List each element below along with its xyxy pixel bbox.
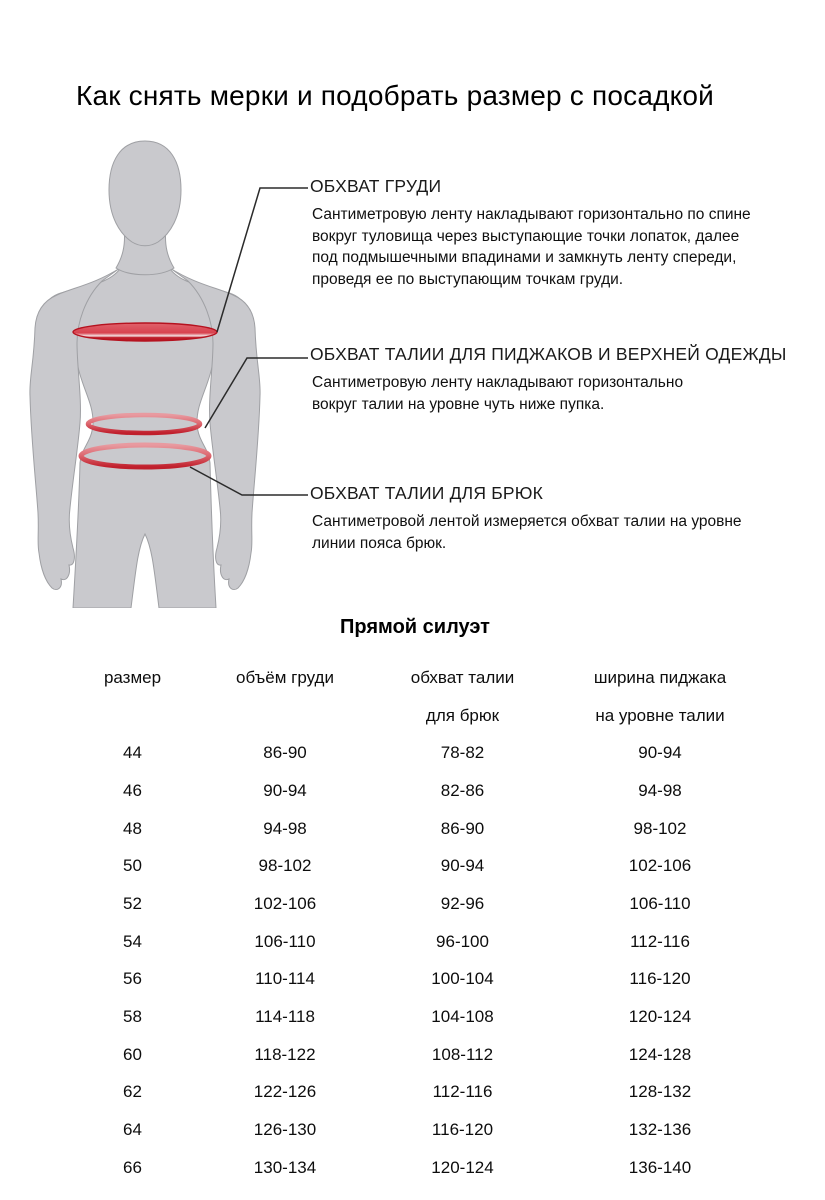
table-cell: 112-116: [432, 1082, 493, 1102]
measurement-section-jacket-waist: [310, 344, 787, 415]
column-header: обхват талии: [410, 667, 515, 687]
table-cell: 62: [123, 1082, 142, 1102]
measurement-description: Сантиметровую ленту накладывают горизонтально вокруг талии на уровне чуть ниже пупка.: [312, 374, 684, 413]
table-cell: 78-82: [440, 743, 485, 763]
table-cell: 86-90: [440, 818, 485, 838]
table-cell: 90-94: [263, 780, 307, 800]
table-cell: 110-114: [255, 969, 315, 989]
table-cell: 120-124: [431, 1157, 494, 1177]
head: [109, 141, 181, 246]
table-cell: 128-132: [628, 1082, 692, 1102]
column-header: ширина пиджака: [593, 667, 727, 687]
table-cell: 136-140: [628, 1157, 692, 1177]
table-cell: 116-120: [431, 1120, 494, 1140]
male-silhouette-figure: [10, 138, 310, 608]
table-cell: 50: [123, 856, 142, 876]
measurement-description: Сантиметровую ленту накладывают горизонтально по спине вокруг туловища через выступающие точки лопаток, далее под подмышечными впадинами и замкнуть ленту спереди, проведя ее по выступающим точкам груди.: [312, 206, 751, 289]
table-cell: 106-110: [629, 893, 691, 913]
table-cell: 54: [123, 931, 142, 951]
chest-band: [73, 323, 217, 341]
table-cell: 90-94: [638, 743, 682, 763]
table-cell: 102-106: [253, 893, 317, 913]
table-cell: 126-130: [253, 1120, 317, 1140]
size-table: [65, 659, 765, 1187]
table-cell: 118-122: [254, 1044, 316, 1064]
measurement-section-trouser-waist: [310, 483, 777, 554]
measurement-diagram: [10, 138, 310, 608]
table-cell: 116-120: [629, 969, 691, 989]
table-cell: 46: [123, 780, 142, 800]
table-cell: 132-136: [628, 1120, 692, 1140]
table-cell: 122-126: [253, 1082, 317, 1102]
measurement-title: ОБХВАТ ГРУДИ: [310, 176, 442, 196]
table-cell: 112-116: [630, 931, 690, 951]
table-cell: 124-128: [628, 1044, 692, 1064]
table-cell: 58: [123, 1007, 142, 1027]
column-header: [65, 697, 200, 735]
table-cell: 120-124: [628, 1007, 692, 1027]
table-cell: 56: [123, 969, 142, 989]
table-cell: 108-112: [431, 1044, 494, 1064]
table-cell: 60: [123, 1044, 142, 1064]
column-header: для брюк: [425, 705, 500, 725]
measurement-section-chest: [310, 176, 757, 291]
table-cell: 48: [123, 818, 142, 838]
table-cell: 94-98: [638, 780, 682, 800]
size-table-title: Прямой силуэт: [340, 616, 490, 638]
column-header: на уровне талии: [595, 705, 725, 725]
table-cell: 94-98: [263, 818, 307, 838]
table-cell: 44: [123, 743, 142, 763]
table-cell: 64: [123, 1120, 142, 1140]
table-cell: 114-118: [255, 1007, 315, 1027]
table-cell: 92-96: [440, 893, 485, 913]
table-cell: 130-134: [253, 1157, 317, 1177]
page-title: Как снять мерки и подобрать размер с посадкой: [75, 80, 715, 111]
column-header: размер: [103, 667, 162, 687]
measurement-title: ОБХВАТ ТАЛИИ ДЛЯ БРЮК: [310, 483, 544, 503]
measurement-description: Сантиметровой лентой измеряется обхват талии на уровне линии пояса брюк.: [312, 513, 742, 552]
table-cell: 102-106: [628, 856, 692, 876]
table-cell: 90-94: [440, 856, 485, 876]
table-cell: 98-102: [633, 818, 687, 838]
table-cell: 52: [123, 893, 142, 913]
column-header: [200, 697, 370, 735]
table-cell: 100-104: [431, 969, 494, 989]
table-cell: 86-90: [263, 743, 307, 763]
table-cell: 106-110: [254, 931, 316, 951]
table-cell: 96-100: [436, 931, 489, 951]
table-cell: 104-108: [431, 1007, 494, 1027]
measurement-title: ОБХВАТ ТАЛИИ ДЛЯ ПИДЖАКОВ И ВЕРХНЕЙ ОДЕЖДЫ: [310, 344, 787, 364]
table-cell: 82-86: [440, 780, 485, 800]
table-cell: 98-102: [258, 856, 312, 876]
column-header: объём груди: [236, 667, 334, 687]
table-cell: 66: [123, 1157, 142, 1177]
